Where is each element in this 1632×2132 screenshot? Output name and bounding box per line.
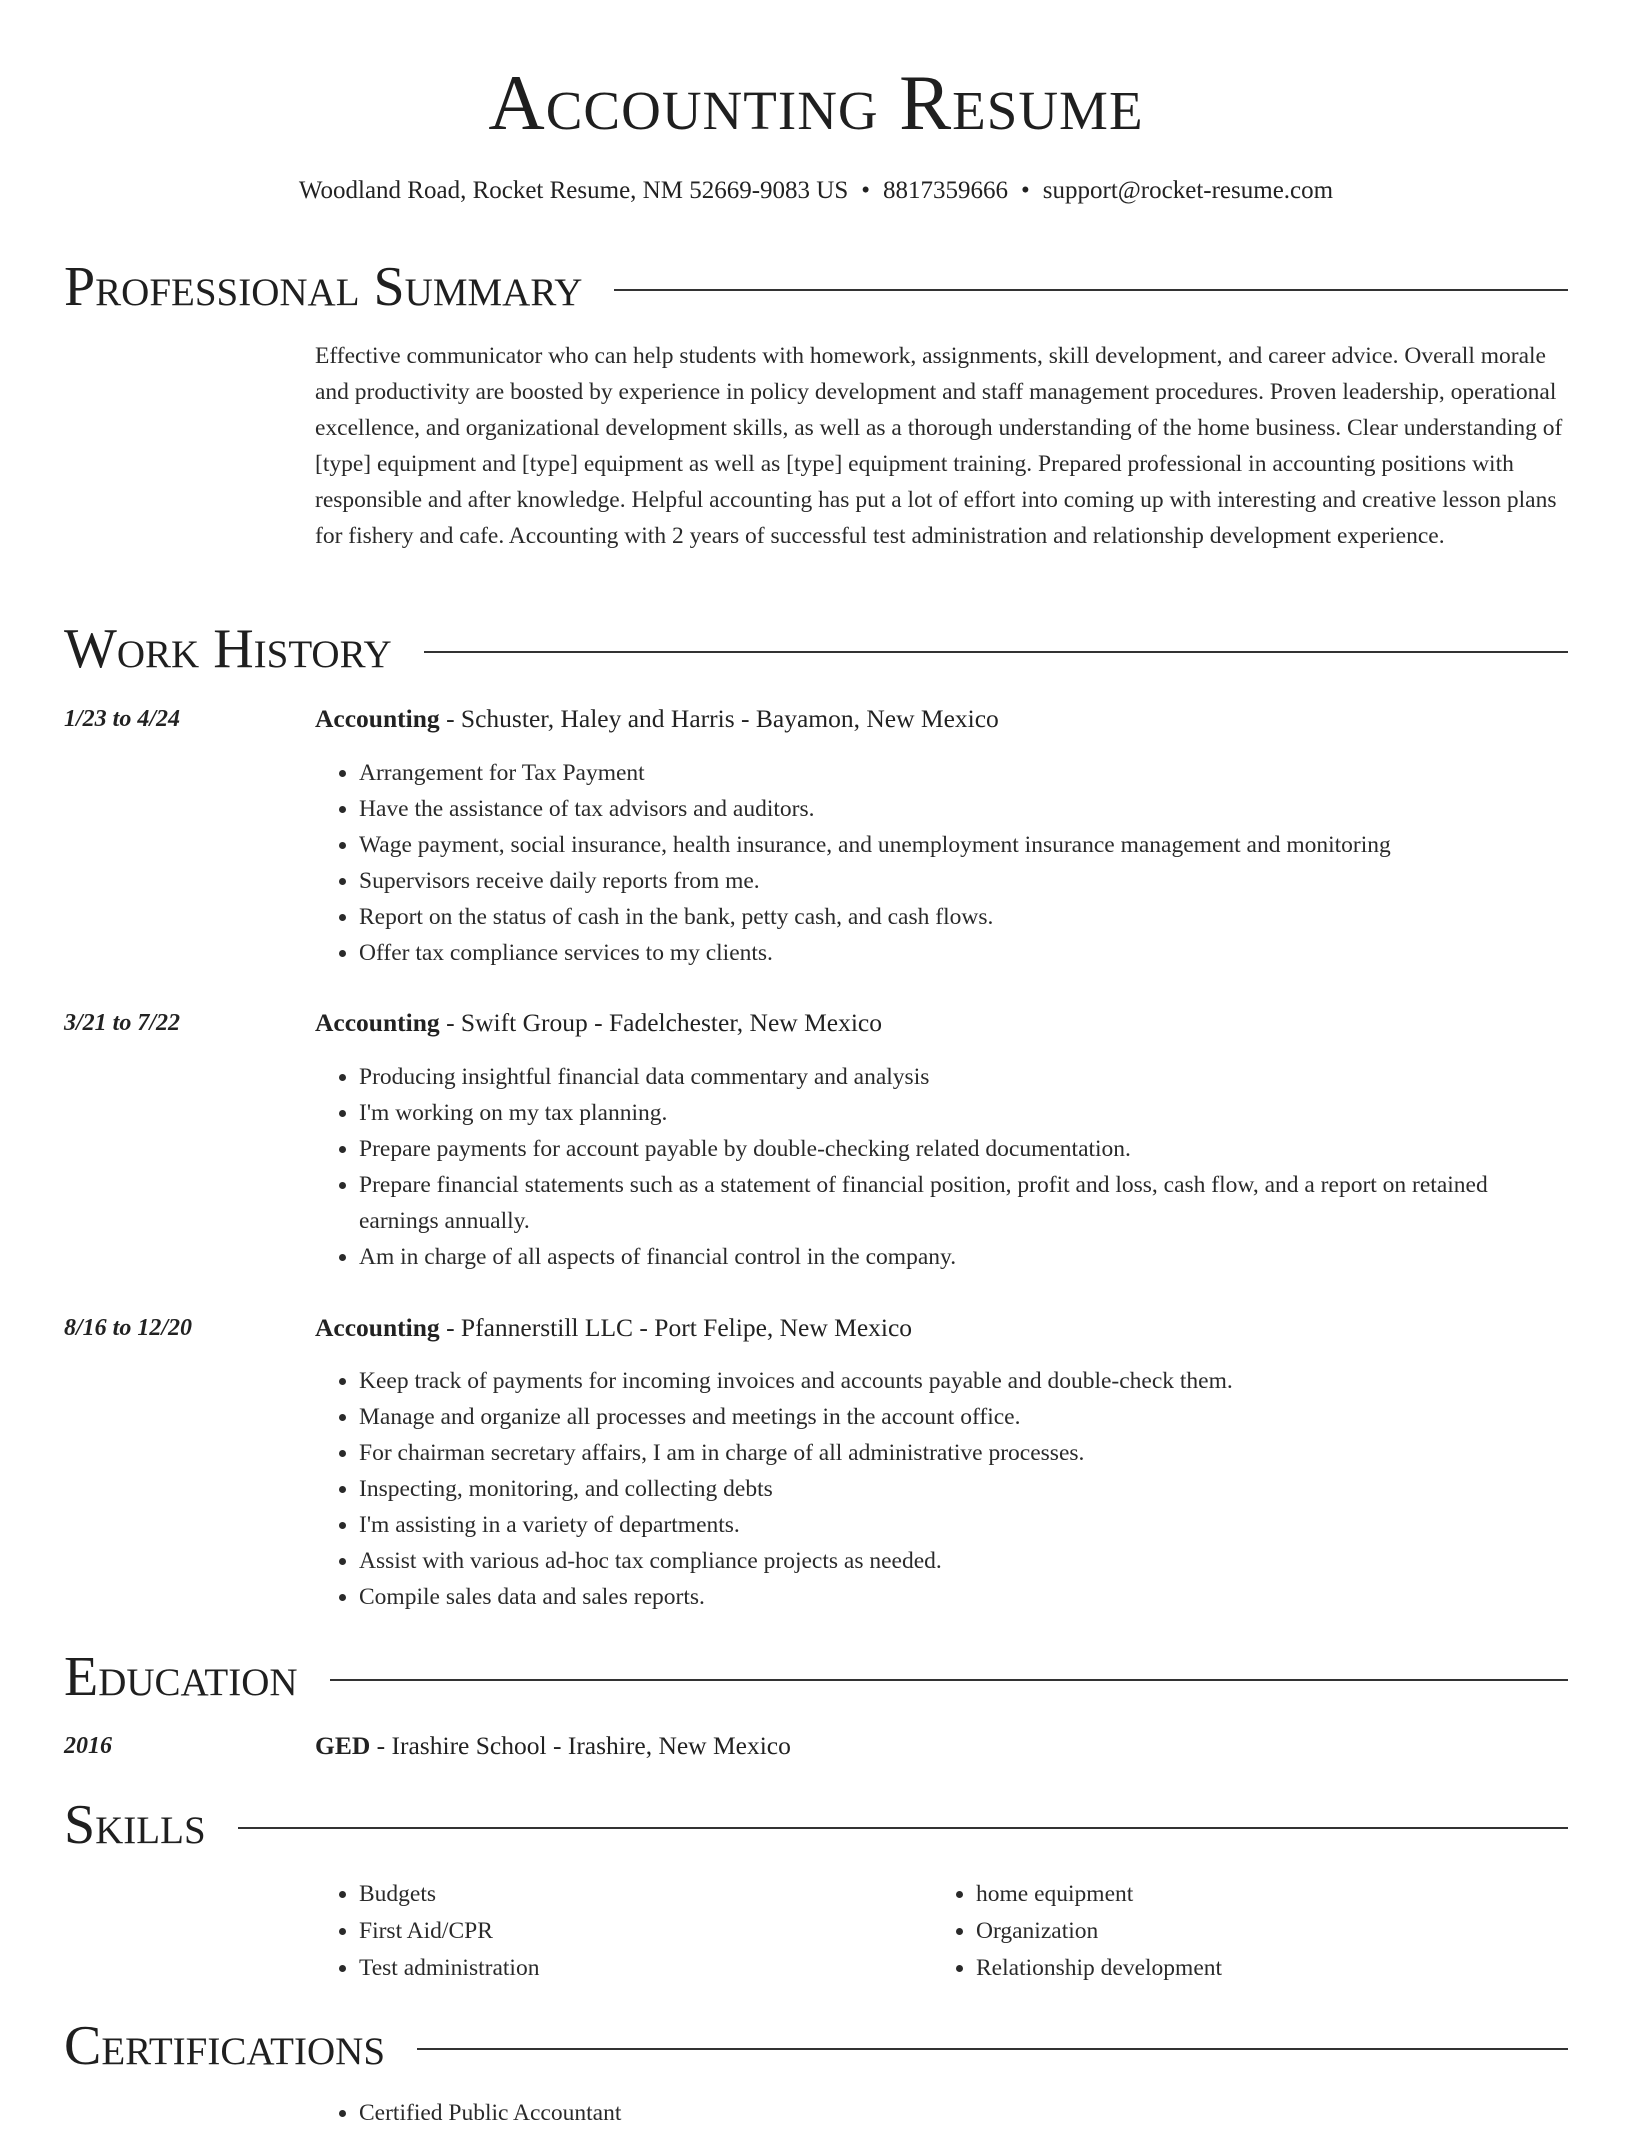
job-role: Accounting	[315, 1313, 440, 1342]
list-item: • Inspecting, monitoring, and collecting debts	[359, 1471, 1568, 1507]
list-item: • Keep track of payments for incoming invoices and accounts payable and double-check them.	[359, 1363, 1568, 1399]
section-divider	[424, 651, 1568, 653]
skill-item: • Test administration	[359, 1950, 919, 1987]
skills-list-right	[932, 1876, 1536, 1987]
job-role: Accounting	[315, 704, 440, 733]
section-education-header	[64, 1644, 1568, 1710]
job-bullets	[315, 1059, 1568, 1275]
section-title-work: Work History	[64, 618, 392, 680]
list-item: • For chairman secretary affairs, I am in charge of all administrative processes.	[359, 1435, 1568, 1471]
list-item: • Manage and organize all processes and meetings in the account office.	[359, 1399, 1568, 1435]
section-divider	[238, 1827, 1568, 1829]
skill-item: • First Aid/CPR	[359, 1913, 919, 1950]
education-degree: GED	[315, 1731, 371, 1760]
contact-email: support@rocket-resume.com	[1042, 177, 1334, 204]
education-details: - Irashire School - Irashire, New Mexico	[370, 1731, 791, 1760]
list-item: • Compile sales data and sales reports.	[359, 1579, 1568, 1615]
job-bullets	[315, 1363, 1568, 1615]
job-heading	[315, 1005, 882, 1041]
section-title-skills: Skills	[64, 1794, 206, 1856]
certifications-list	[315, 2095, 1259, 2132]
section-certifications-header	[64, 2013, 1568, 2079]
job-role: Accounting	[315, 1008, 440, 1037]
contact-line	[64, 174, 1568, 208]
section-divider	[330, 1679, 1568, 1681]
section-divider	[614, 289, 1568, 291]
list-item: • Report on the status of cash in the bank, petty cash, and cash flows.	[359, 899, 1568, 935]
section-title-education: Education	[64, 1646, 298, 1708]
section-skills-header	[64, 1792, 1568, 1858]
job-bullets	[315, 755, 1568, 971]
education-heading	[315, 1728, 791, 1764]
section-divider	[417, 2048, 1568, 2050]
list-item: • I'm assisting in a variety of departments.	[359, 1507, 1568, 1543]
list-item: • Supervisors receive daily reports from me.	[359, 863, 1568, 899]
summary-text: Effective communicator who can help students with homework, assignments, skill development, and career advice. Overall morale and productivity are boosted by experience in policy development and staff management procedures. Proven leadership, operational excellence, and organizational development skills, as well as a thorough understanding of the home business. Clear understanding of [type] equipment and [type] equipment as well as [type] equipment training. Prepared professional in accounting positions with responsible and after knowledge. Helpful accounting has put a lot of effort into coming up with interesting and creative lesson plans for fishery and cafe. Accounting with 2 years of successful test administration and relationship development experience.	[315, 343, 1563, 549]
list-item: • Assist with various ad-hoc tax compliance projects as needed.	[359, 1543, 1568, 1579]
skills-list-left	[315, 1876, 919, 1987]
section-title-certifications: Certifications	[64, 2015, 386, 2077]
contact-separator: •	[1021, 177, 1030, 204]
skill-item: • Relationship development	[976, 1950, 1536, 1987]
section-title-summary: Professional Summary	[64, 256, 583, 318]
job-details: - Pfannerstill LLC - Port Felipe, New Mexico	[439, 1313, 913, 1342]
job-details: - Schuster, Haley and Harris - Bayamon, New Mexico	[439, 704, 999, 733]
job-heading	[315, 701, 999, 737]
list-item: • Prepare financial statements such as a statement of financial position, profit and loss, cash flow, and a report on retained earnings annually.	[359, 1167, 1568, 1239]
list-item: • Am in charge of all aspects of financial control in the company.	[359, 1239, 1568, 1275]
list-item: • Prepare payments for account payable by double-checking related documentation.	[359, 1131, 1568, 1167]
section-summary-header	[64, 254, 1568, 320]
list-item: • Producing insightful financial data commentary and analysis	[359, 1059, 1568, 1095]
contact-separator: •	[861, 177, 871, 204]
contact-phone: 8817359666	[883, 177, 1009, 204]
list-item: • Arrangement for Tax Payment	[359, 755, 1568, 791]
list-item: • Offer tax compliance services to my clients.	[359, 935, 1568, 971]
job-dates: 1/23 to 4/24	[64, 706, 181, 732]
job-details: - Swift Group - Fadelchester, New Mexico	[439, 1008, 882, 1037]
resume-title: Accounting Resume	[488, 59, 1144, 146]
list-item: • Have the assistance of tax advisors and auditors.	[359, 791, 1568, 827]
job-dates: 8/16 to 12/20	[64, 1315, 193, 1341]
job-heading	[315, 1310, 912, 1346]
skill-item: • Budgets	[359, 1876, 919, 1913]
skill-item: • Organization	[976, 1913, 1536, 1950]
list-item: • I'm working on my tax planning.	[359, 1095, 1568, 1131]
contact-address: Woodland Road, Rocket Resume, NM 52669-9083 US	[298, 177, 849, 204]
education-year: 2016	[64, 1733, 112, 1759]
section-work-header	[64, 616, 1568, 682]
skill-item: • home equipment	[976, 1876, 1536, 1913]
certification-item: • Certified Public Accountant	[359, 2095, 1259, 2132]
list-item: • Wage payment, social insurance, health insurance, and unemployment insurance management and monitoring	[359, 827, 1568, 863]
job-dates: 3/21 to 7/22	[64, 1010, 181, 1036]
